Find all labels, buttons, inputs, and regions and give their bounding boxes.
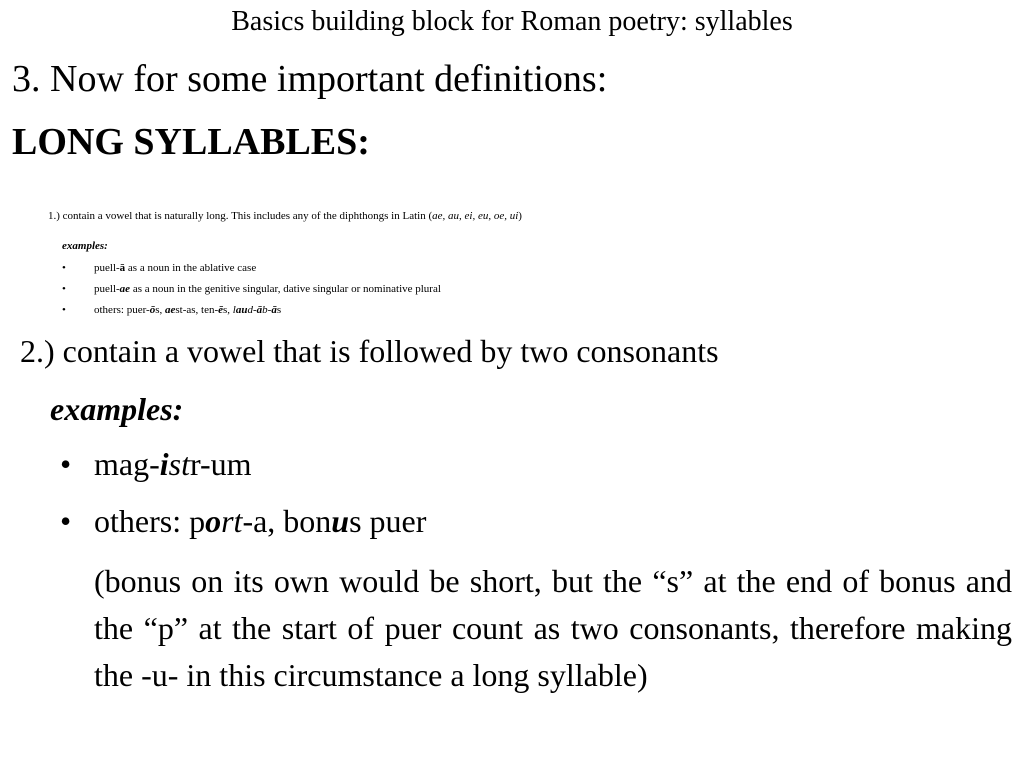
bullet-icon: •: [62, 304, 66, 316]
rule-2-example-list: [60, 443, 426, 557]
rule-1-text: 1.) contain a vowel that is naturally long. This includes any of the diphthongs in Latin (ae, au, ei, eu, oe, ui): [48, 210, 522, 222]
section-heading: 3. Now for some important definitions:: [12, 58, 608, 100]
rule-2-text: 2.) contain a vowel that is followed by two consonants: [20, 333, 719, 369]
list-item: • mag-istr-um: [60, 443, 426, 500]
rule-1-examples-label: examples:: [62, 240, 108, 252]
long-syllables-heading: LONG SYLLABLES:: [12, 121, 370, 163]
bullet-icon: •: [60, 446, 72, 482]
diphthong-list: ae, au, ei, eu, oe, ui: [432, 210, 519, 222]
bullet-icon: •: [62, 262, 66, 274]
list-item: • others: port-a, bonus puer: [60, 500, 426, 557]
bonus-puer-note: (bonus on its own would be short, but the “s” at the end of bonus and the “p” at the start of puer count as two consonants, therefore making the -u- in this circumstance a long syllable): [94, 563, 1012, 693]
bullet-icon: •: [62, 283, 66, 295]
list-item: • puell-ae as a noun in the genitive singular, dative singular or nominative plural: [62, 279, 441, 300]
list-item: • puell-ā as a noun in the ablative case: [62, 258, 441, 279]
rule-1-example-list: [62, 258, 441, 321]
bullet-icon: •: [60, 503, 72, 539]
list-item: • others: puer-ōs, aest-as, ten-ēs, laud-āb-ās: [62, 300, 441, 321]
slide-title: Basics building block for Roman poetry: syllables: [231, 6, 793, 37]
rule-2-examples-label: examples:: [50, 391, 184, 427]
